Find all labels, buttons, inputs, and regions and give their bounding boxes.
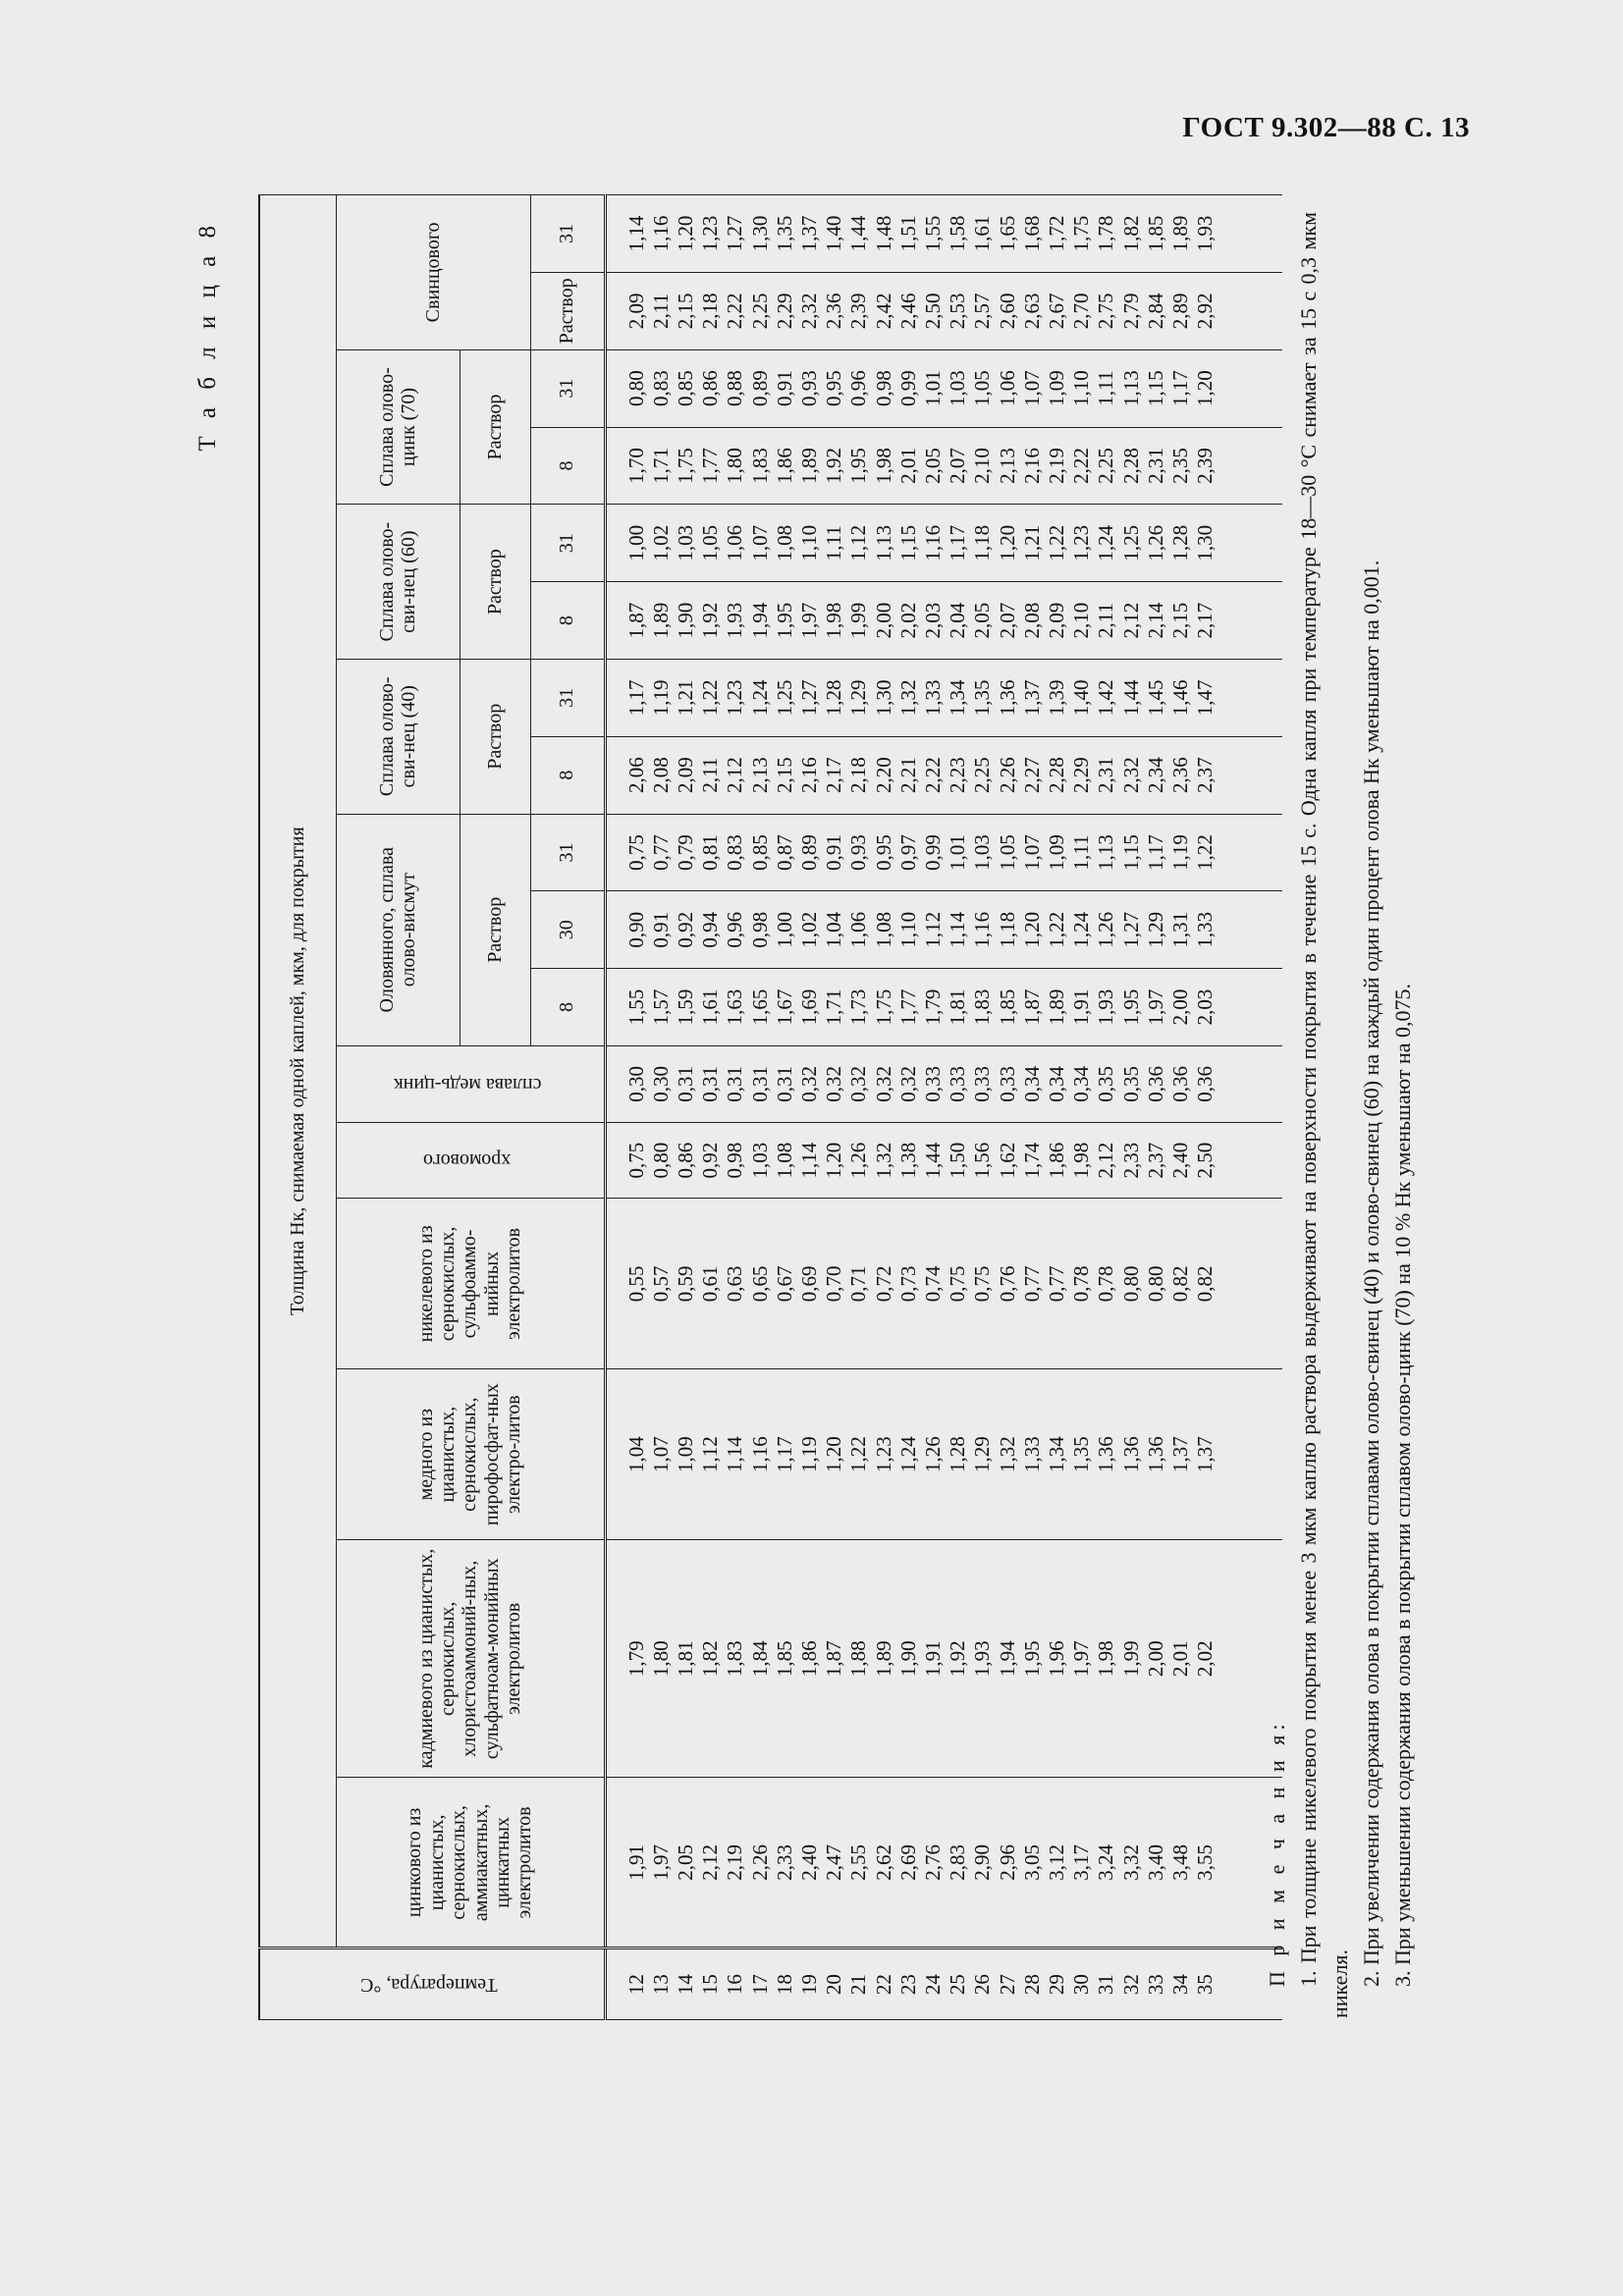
pb40-31-values: 1,17 1,19 1,21 1,22 1,23 1,24 1,25 1,27 1,28 1,29 1,30 1,32 1,33 1,34 1,35 1,36 1,37 1,39 1,40 1,42 1,44 1,45 1,46 1,47: [605, 659, 1282, 736]
notes-title: П р и м е ч а н и я:: [1265, 1719, 1289, 1987]
tin-31-values: 0,75 0,77 0,79 0,81 0,83 0,85 0,87 0,89 0,91 0,93 0,95 0,97 0,99 1,01 1,03 1,05 1,07 1,09 1,11 1,13 1,15 1,17 1,19 1,22: [605, 814, 1282, 891]
col-chrome-header: хромового: [336, 1122, 605, 1199]
col-nickel-header: никелевого из сернокислых, сульфоаммо-нийных электролитов: [336, 1199, 605, 1369]
cadmium-values: 1,79 1,80 1,81 1,82 1,83 1,84 1,85 1,86 1,87 1,88 1,89 1,90 1,91 1,92 1,93 1,94 1,95 1,96 1,97 1,98 1,99 2,00 2,01 2,02: [605, 1540, 1282, 1778]
col-copper-header: медного из цианистых, сернокислых, пирофосфат-ных электро-литов: [336, 1369, 605, 1540]
sub-header-pb60-8: 8: [530, 582, 605, 660]
note-1: 1. При толщине никелевого покрытия менее 3 мкм каплю раствора выдерживают на поверхности покрытия в течение 15 с. Одна капля при температуре 18—30 °С снимает за 15 с 0,3 мкм никеля.: [1296, 212, 1352, 2018]
thickness-header: Толщина Hк, снимаемая одной каплей, мкм, для покрытия: [259, 195, 336, 1949]
sub-header-pb60-31: 31: [530, 505, 605, 582]
lead-31-values: 1,14 1,16 1,20 1,23 1,27 1,30 1,35 1,37 1,40 1,44 1,48 1,51 1,55 1,58 1,61 1,65 1,68 1,72 1,75 1,78 1,82 1,85 1,89 1,93: [605, 195, 1282, 273]
col-lead-header: Свинцового: [336, 195, 530, 350]
pb60-8-values: 1,87 1,89 1,90 1,92 1,93 1,94 1,95 1,97 1,98 1,99 2,00 2,02 2,03 2,04 2,05 2,07 2,08 2,09 2,10 2,11 2,12 2,14 2,15 2,17: [605, 582, 1282, 660]
temperature-values: 12 13 14 15 16 17 18 19 20 21 22 23 24 25 26 27 28 29 30 31 32 33 34 35: [605, 1949, 1282, 2020]
rotated-table-frame: [194, 192, 1422, 2020]
col-sn-pb40-header: Сплава олово-сви-нец (40): [336, 659, 460, 814]
tin-8-values: 1,55 1,57 1,59 1,61 1,63 1,65 1,67 1,69 1,71 1,73 1,75 1,77 1,79 1,81 1,83 1,85 1,87 1,89 1,91 1,93 1,95 1,97 2,00 2,03: [605, 969, 1282, 1046]
pb60-31-values: 1,00 1,02 1,03 1,05 1,06 1,07 1,08 1,10 1,11 1,12 1,13 1,15 1,16 1,17 1,18 1,20 1,21 1,22 1,23 1,24 1,25 1,26 1,28 1,30: [605, 505, 1282, 582]
chrome-values: 0,75 0,80 0,86 0,92 0,98 1,03 1,08 1,14 1,20 1,26 1,32 1,38 1,44 1,50 1,56 1,62 1,74 1,86 1,98 2,12 2,33 2,37 2,40 2,50: [605, 1122, 1282, 1199]
col-cadmium-header: кадмиевого из цианистых, сернокислых, хлористоаммоний-ных, сульфатноам-монийных электролитов: [336, 1540, 605, 1778]
col-sn-zn70-header: Сплава олово-цинк (70): [336, 349, 460, 505]
data-table: [258, 194, 1282, 2020]
zn70-31-values: 0,80 0,83 0,85 0,86 0,88 0,89 0,91 0,93 0,95 0,96 0,98 0,99 1,01 1,03 1,05 1,06 1,07 1,09 1,10 1,11 1,13 1,15 1,17 1,20: [605, 349, 1282, 427]
zinc-values: 1,91 1,97 2,05 2,12 2,19 2,26 2,33 2,40 2,47 2,55 2,62 2,69 2,76 2,83 2,90 2,96 3,05 3,12 3,17 3,24 3,32 3,40 3,48 3,55: [605, 1778, 1282, 1949]
sn-pb40-solution-label: Раствор: [460, 659, 530, 814]
col-sn-pb60-header: Сплава олово-сви-нец (60): [336, 505, 460, 660]
sn-pb60-solution-label: Раствор: [460, 505, 530, 660]
pb40-8-values: 2,06 2,08 2,09 2,11 2,12 2,13 2,15 2,16 2,17 2,18 2,20 2,21 2,22 2,23 2,25 2,26 2,27 2,28 2,29 2,31 2,32 2,34 2,36 2,37: [605, 736, 1282, 814]
sub-header-pb40-31: 31: [530, 659, 605, 736]
sub-header-zn70-8: 8: [530, 427, 605, 505]
sub-header-lead-31: 31: [530, 195, 605, 273]
cu-zn-values: 0,30 0,30 0,31 0,31 0,31 0,31 0,31 0,32 0,32 0,32 0,32 0,32 0,33 0,33 0,33 0,33 0,34 0,34 0,34 0,35 0,35 0,36 0,36 0,36: [605, 1045, 1282, 1122]
col-zinc-header: цинкового из цианистых, сернокислых, аммиакатных, цинкатных электролитов: [336, 1778, 605, 1949]
lead-solution-label: Раствор: [530, 272, 605, 349]
sub-header-tin-30: 30: [530, 891, 605, 969]
zn70-8-values: 1,70 1,71 1,75 1,77 1,80 1,83 1,86 1,89 1,92 1,95 1,98 2,01 2,05 2,07 2,10 2,13 2,16 2,19 2,22 2,25 2,28 2,31 2,35 2,39: [605, 427, 1282, 505]
sn-zn70-solution-label: Раствор: [460, 349, 530, 505]
note-3: 3. При уменьшении содержания олова в покрытии сплавом олово-цинк (70) на 10 % Hк уменьшают на 0,075.: [1390, 983, 1415, 1987]
table-caption: Т а б л и ц а 8: [194, 220, 221, 452]
sub-header-zn70-31: 31: [530, 349, 605, 427]
tin-bi-solution-label: Раствор: [460, 814, 530, 1045]
lead-8-values: 2,09 2,11 2,15 2,18 2,22 2,25 2,29 2,32 2,36 2,39 2,42 2,46 2,50 2,53 2,57 2,60 2,63 2,67 2,70 2,75 2,79 2,84 2,89 2,92: [605, 272, 1282, 349]
nickel-values: 0,55 0,57 0,59 0,61 0,63 0,65 0,67 0,69 0,70 0,71 0,72 0,73 0,74 0,75 0,75 0,76 0,77 0,77 0,78 0,78 0,80 0,80 0,82 0,82: [605, 1199, 1282, 1369]
sub-header-tin-31: 31: [530, 814, 605, 891]
note-2: 2. При увеличении содержания олова в покрытии сплавами олово-свинец (40) и олово-свинец (60) на каждый один процент олова Hк уменьшают на 0,001.: [1359, 560, 1383, 1987]
temperature-header: Температура, °С: [259, 1949, 605, 2020]
notes-section: [1262, 212, 1419, 2018]
col-cu-zn-header: сплава медь-цинк: [336, 1045, 605, 1122]
sub-header-tin-8: 8: [530, 969, 605, 1046]
sub-header-pb40-8: 8: [530, 736, 605, 814]
col-tin-bi-header: Оловянного, сплава олово-висмут: [336, 814, 460, 1045]
document-header: ГОСТ 9.302—88 С. 13: [1182, 112, 1470, 143]
tin-30-values: 0,90 0,91 0,92 0,94 0,96 0,98 1,00 1,02 1,04 1,06 1,08 1,10 1,12 1,14 1,16 1,18 1,20 1,22 1,24 1,26 1,27 1,29 1,31 1,33: [605, 891, 1282, 969]
copper-values: 1,04 1,07 1,09 1,12 1,14 1,16 1,17 1,19 1,20 1,22 1,23 1,24 1,26 1,28 1,29 1,32 1,33 1,34 1,35 1,36 1,36 1,36 1,37 1,37: [605, 1369, 1282, 1540]
